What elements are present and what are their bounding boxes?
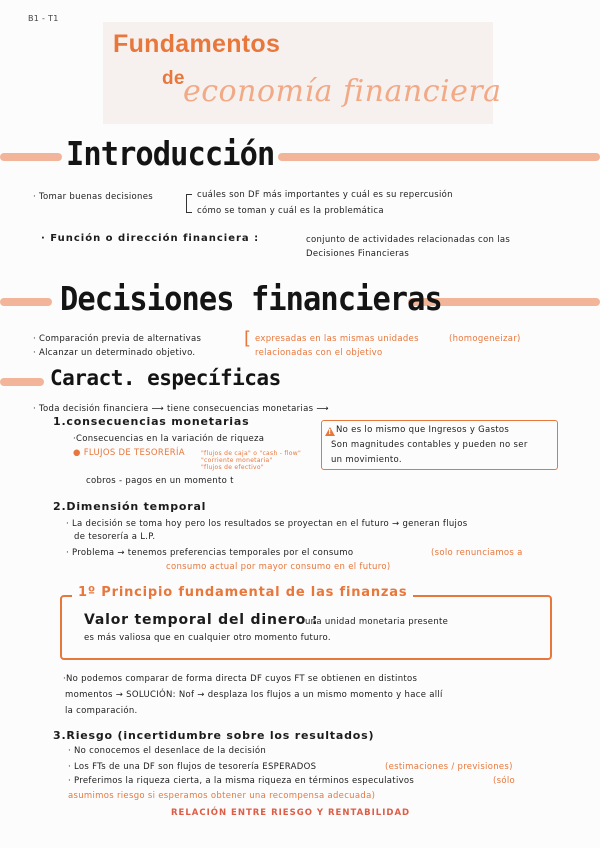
- intro-bullet-1: · Tomar buenas decisiones: [33, 192, 153, 202]
- warning-line-1: No es lo mismo que Ingresos y Gastos: [336, 425, 510, 435]
- brace: [186, 194, 192, 213]
- heading-introduccion: Introducción: [66, 134, 275, 173]
- section-3-conclusion: RELACIÓN ENTRE RIESGO Y RENTABILIDAD: [171, 808, 411, 818]
- section-2-line-a: · La decisión se toma hoy pero los resultados se proyectan en el futuro → generan flujos: [66, 519, 468, 529]
- intro-bullet-2-text-2: Decisiones Financieras: [306, 249, 410, 259]
- decisiones-right-2: relacionadas con el objetivo: [255, 348, 383, 358]
- section-2-line-a2: de tesorería a L.P.: [74, 532, 156, 542]
- flujos-synonym-3: "flujos de efectivo": [201, 464, 264, 471]
- intro-bullet-2-text: conjunto de actividades relacionadas con las: [306, 235, 511, 245]
- principle-text-2: es más valiosa que en cualquier otro momento futuro.: [84, 633, 331, 643]
- section-2-line-b-note: (solo renunciamos a: [431, 548, 523, 558]
- brace-orange: [: [244, 328, 252, 349]
- warning-line-2: Son magnitudes contables y pueden no ser: [331, 440, 528, 450]
- caract-intro: · Toda decisión financiera ⟶ tiene consecuencias monetarias ⟶: [33, 404, 329, 414]
- section-2-title: 2.Dimensión temporal: [53, 500, 207, 513]
- section-3-line-c-note-2: asumimos riesgo si esperamos obtener una recompensa adecuada): [68, 791, 376, 801]
- heading-bar-left: [0, 298, 52, 306]
- heading-bar-left: [0, 378, 44, 386]
- flujos-synonym-2: "corriente monetaria": [201, 457, 273, 464]
- principle-text: una unidad monetaria presente: [305, 617, 449, 627]
- brace-line-2: cómo se toman y cuál es la problemática: [197, 206, 384, 216]
- section-1-title: 1.consecuencias monetarias: [53, 415, 250, 428]
- section-2-line-b-note-2: consumo actual por mayor consumo en el futuro): [166, 562, 391, 572]
- section-3-line-c: · Preferimos la riqueza cierta, a la misma riqueza en términos especulativos: [68, 776, 415, 786]
- section-3-title: 3.Riesgo (incertidumbre sobre los resultados): [53, 729, 375, 742]
- intro-bullet-2: · Función o dirección financiera :: [41, 233, 260, 244]
- note-line-3: la comparación.: [65, 706, 138, 716]
- decisiones-right-1: expresadas en las mismas unidades: [255, 334, 419, 344]
- flujos-tesoreria: FLUJOS DE TESORERÍA: [83, 448, 185, 458]
- heading-bar-right: [278, 153, 600, 161]
- warning-icon: !: [325, 427, 335, 436]
- decisiones-bullet-2: · Alcanzar un determinado objetivo.: [33, 348, 196, 358]
- note-line-1: ·No podemos comparar de forma directa DF cuyos FT se obtienen en distintos: [63, 674, 418, 684]
- warning-line-3: un movimiento.: [331, 455, 402, 465]
- section-1-line-c: cobros - pagos en un momento t: [86, 476, 234, 486]
- heading-caract: Caract. específicas: [50, 366, 281, 390]
- section-1-line-b: ● FLUJOS DE TESORERÍA: [73, 448, 185, 458]
- title-line-3: economía financiera: [183, 74, 502, 109]
- principle-valor: Valor temporal del dinero :: [84, 612, 319, 628]
- heading-decisiones: Decisiones financieras: [60, 279, 442, 318]
- section-3-line-c-note: (sólo: [493, 776, 516, 786]
- title-line-2: de: [162, 68, 185, 89]
- title-line-1: Fundamentos: [113, 30, 281, 58]
- principle-title: 1º Principio fundamental de las finanzas: [72, 585, 413, 600]
- brace-line-1: cuáles son DF más importantes y cuál es su repercusión: [197, 190, 453, 200]
- decisiones-right-1b: (homogeneizar): [449, 334, 521, 344]
- section-3-line-b-note: (estimaciones / previsiones): [385, 762, 513, 772]
- note-line-2: momentos → SOLUCIÓN: Nof → desplaza los flujos a un mismo momento y hace allí: [65, 690, 443, 700]
- section-1-line-a: ·Consecuencias en la variación de riqueza: [73, 434, 265, 444]
- flujos-synonym-1: "flujos de caja" o "cash - flow": [201, 450, 302, 457]
- section-3-line-b: · Los FTs de una DF son flujos de tesorería ESPERADOS: [68, 762, 317, 772]
- course-code: B1 - T1: [28, 14, 59, 23]
- section-2-line-b: · Problema → tenemos preferencias temporales por el consumo: [66, 548, 354, 558]
- decisiones-bullet-1: · Comparación previa de alternativas: [33, 334, 202, 344]
- heading-bar-left: [0, 153, 62, 161]
- section-3-line-a: · No conocemos el desenlace de la decisión: [68, 746, 267, 756]
